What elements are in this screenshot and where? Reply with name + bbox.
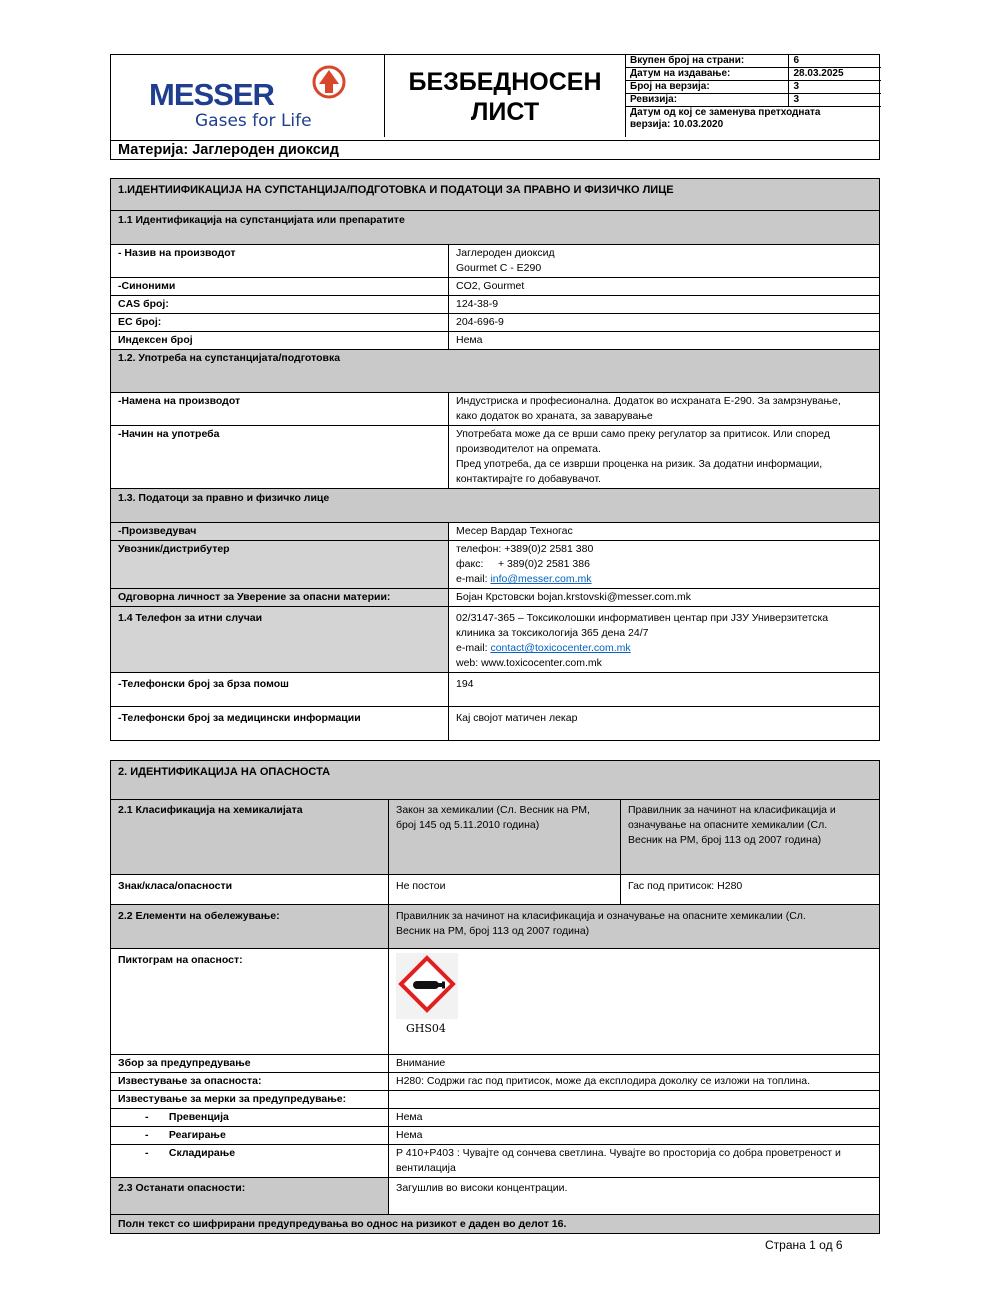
pictogram-code: GHS04 [406, 1022, 446, 1035]
ec-label: EC број: [111, 314, 449, 332]
document-title [385, 55, 626, 137]
manufacturer-label: -Произведувач [111, 523, 449, 541]
emergency-value: 02/3147-365 – Токсиколошки информативен центар при ЈЗУ Универзитетска клиника за токсикологија 365 дена 24/7 e-mail: contact@toxicocenter.com.mk web: www.toxicocenter.com.mk [449, 607, 880, 673]
classification-law: Закон за хемикалии (Сл. Весник на РМ, број 145 од 5.11.2010 година) [389, 800, 621, 875]
storage-label: - Складирање [111, 1145, 389, 1178]
info-value: 28.03.2025 [788, 68, 881, 81]
messer-logo [111, 55, 385, 137]
classification-label: 2.1 Класификација на хемикалијата [111, 800, 389, 875]
index-value: Нема [449, 332, 880, 350]
info-value: 3 [788, 81, 881, 94]
replaced-line-1: Датум од кој се заменува претходната [630, 107, 821, 118]
info-row [625, 81, 881, 94]
use-value: Употребата може да се врши само преку регулатор за притисок. Или според производителот на опремата. Пред употреба, да се изврши проценка на ризик. За додатни информации, контактирајте го добавувачот. [449, 426, 880, 489]
document-page [110, 54, 880, 1234]
pictogram-cell [389, 949, 880, 1055]
other-hazards-value: Загушлив во високи концентрации. [389, 1178, 880, 1215]
label-elements-label: 2.2 Елементи на обележување: [111, 905, 389, 949]
title-line-1: БЕЗБЕДНОСЕН [408, 68, 602, 96]
page-number: Страна 1 од 6 [765, 1238, 843, 1252]
response-value: Нема [389, 1127, 880, 1145]
section-2-title: 2. ИДЕНТИФИКАЦИЈА НА ОПАСНОСТА [111, 761, 880, 800]
email-link[interactable]: info@messer.com.mk [490, 573, 592, 585]
sign-rule: Гас под притисок: H280 [621, 875, 880, 905]
use-label: -Начин на употреба [111, 426, 449, 489]
document-header [110, 54, 880, 141]
cas-label: CAS број: [111, 296, 449, 314]
ec-value: 204-696-9 [449, 314, 880, 332]
info-row [625, 107, 881, 132]
other-hazards-label: 2.3 Останати опасности: [111, 1178, 389, 1215]
messer-logo-icon [311, 65, 347, 99]
response-label: - Реагирање [111, 1127, 389, 1145]
responsible-value: Бојан Крстовски bojan.krstovski@messer.com.mk [449, 589, 880, 607]
section-1-3-title: 1.3. Податоци за правно и физичко лице [111, 489, 880, 523]
manufacturer-value: Месер Вардар Техногас [449, 523, 880, 541]
toxicocenter-email-link[interactable]: contact@toxicocenter.com.mk [490, 642, 631, 654]
precaution-label: Известување за мерки за предупредување: [111, 1091, 389, 1109]
section-1-table [110, 178, 880, 741]
purpose-label: -Намена на производот [111, 393, 449, 426]
emergency-label: 1.4 Телефон за итни случаи [111, 607, 449, 673]
logo-tagline: Gases for Life [195, 111, 312, 131]
material-name: Материја: Јаглероден диоксид [110, 141, 880, 160]
gas-cylinder-pictogram-icon [396, 953, 458, 1019]
classification-rule: Правилник за начинот на класификација и означување на опасните хемикалии (Сл. Весник на РМ, број 113 од 2007 година) [621, 800, 880, 875]
info-value: 3 [788, 94, 881, 107]
importer-label: Увозник/дистрибутер [111, 541, 449, 589]
info-row [625, 68, 881, 81]
hazard-statement-label: Известување за опасноста: [111, 1073, 389, 1091]
product-label: - Назив на производот [111, 245, 449, 278]
full-text-note: Полн текст со шифрирани предупредувања во однос на ризикот е даден во делот 16. [111, 1215, 880, 1234]
hazard-statement-value: H280: Содржи гас под притисок, може да експлодира доколку се изложи на топлина. [389, 1073, 880, 1091]
document-info-table [625, 55, 881, 131]
label-elements-value: Правилник за начинот на класификација и означување на опасните хемикалии (Сл. Весник на РМ, број 113 од 2007 година) [389, 905, 880, 949]
info-label: Датум на издавање: [625, 68, 788, 81]
info-row [625, 94, 881, 107]
info-label: Број на верзија: [625, 81, 788, 94]
importer-value: телефон: +389(0)2 2581 380 факс: + 389(0)2 2581 386 e-mail: info@messer.com.mk [449, 541, 880, 589]
title-line-2: ЛИСТ [470, 98, 540, 126]
synonyms-value: CO2, Gourmet [449, 278, 880, 296]
cas-value: 124-38-9 [449, 296, 880, 314]
pictogram-label: Пиктограм на опасност: [111, 949, 389, 1055]
medical-value: Кај својот матичен лекар [449, 707, 880, 741]
synonyms-label: -Синоними [111, 278, 449, 296]
signal-word-value: Внимание [389, 1055, 880, 1073]
info-label: Вкупен број на страни: [625, 55, 788, 68]
replaced-line-2: верзија: 10.03.2020 [630, 119, 724, 130]
info-value: 6 [788, 55, 881, 68]
info-label: Ревизија: [625, 94, 788, 107]
signal-word-label: Збор за предупредување [111, 1055, 389, 1073]
responsible-label: Одговорна личност за Уверение за опасни материи: [111, 589, 449, 607]
purpose-value: Индустриска и професионална. Додаток во исхраната Е-290. За замрзнување, како додаток во храната, за заварување [449, 393, 880, 426]
storage-value: P 410+P403 : Чувајте од сончева светлина. Чувајте во просторија со добра проветреност и вентилација [389, 1145, 880, 1178]
section-1-2-title: 1.2. Употреба на супстанцијата/подготовка [111, 350, 880, 393]
prevention-label: - Превенција [111, 1109, 389, 1127]
index-label: Индексен број [111, 332, 449, 350]
section-1-1-title: 1.1 Идентификација на супстанцијата или препаратите [111, 211, 880, 245]
product-value: Јаглероден диоксид Gourmet C - E290 [449, 245, 880, 278]
sign-law: Не постои [389, 875, 621, 905]
sign-label: Знак/класа/опасности [111, 875, 389, 905]
section-1-title: 1.ИДЕНТИИФИКАЦИЈА НА СУПСТАНЦИЈА/ПОДГОТОВКА И ПОДАТОЦИ ЗА ПРАВНО И ФИЗИЧКО ЛИЦЕ [111, 179, 880, 211]
info-row [625, 55, 881, 68]
ghs04-gas-cylinder-icon [396, 953, 458, 1039]
medical-label: -Телефонски број за медицински информации [111, 707, 449, 741]
logo-brand: MESSER [149, 77, 274, 112]
first-aid-label: -Телефонски број за брза помош [111, 673, 449, 707]
prevention-value: Нема [389, 1109, 880, 1127]
first-aid-value: 194 [449, 673, 880, 707]
section-2-table [110, 760, 880, 1234]
